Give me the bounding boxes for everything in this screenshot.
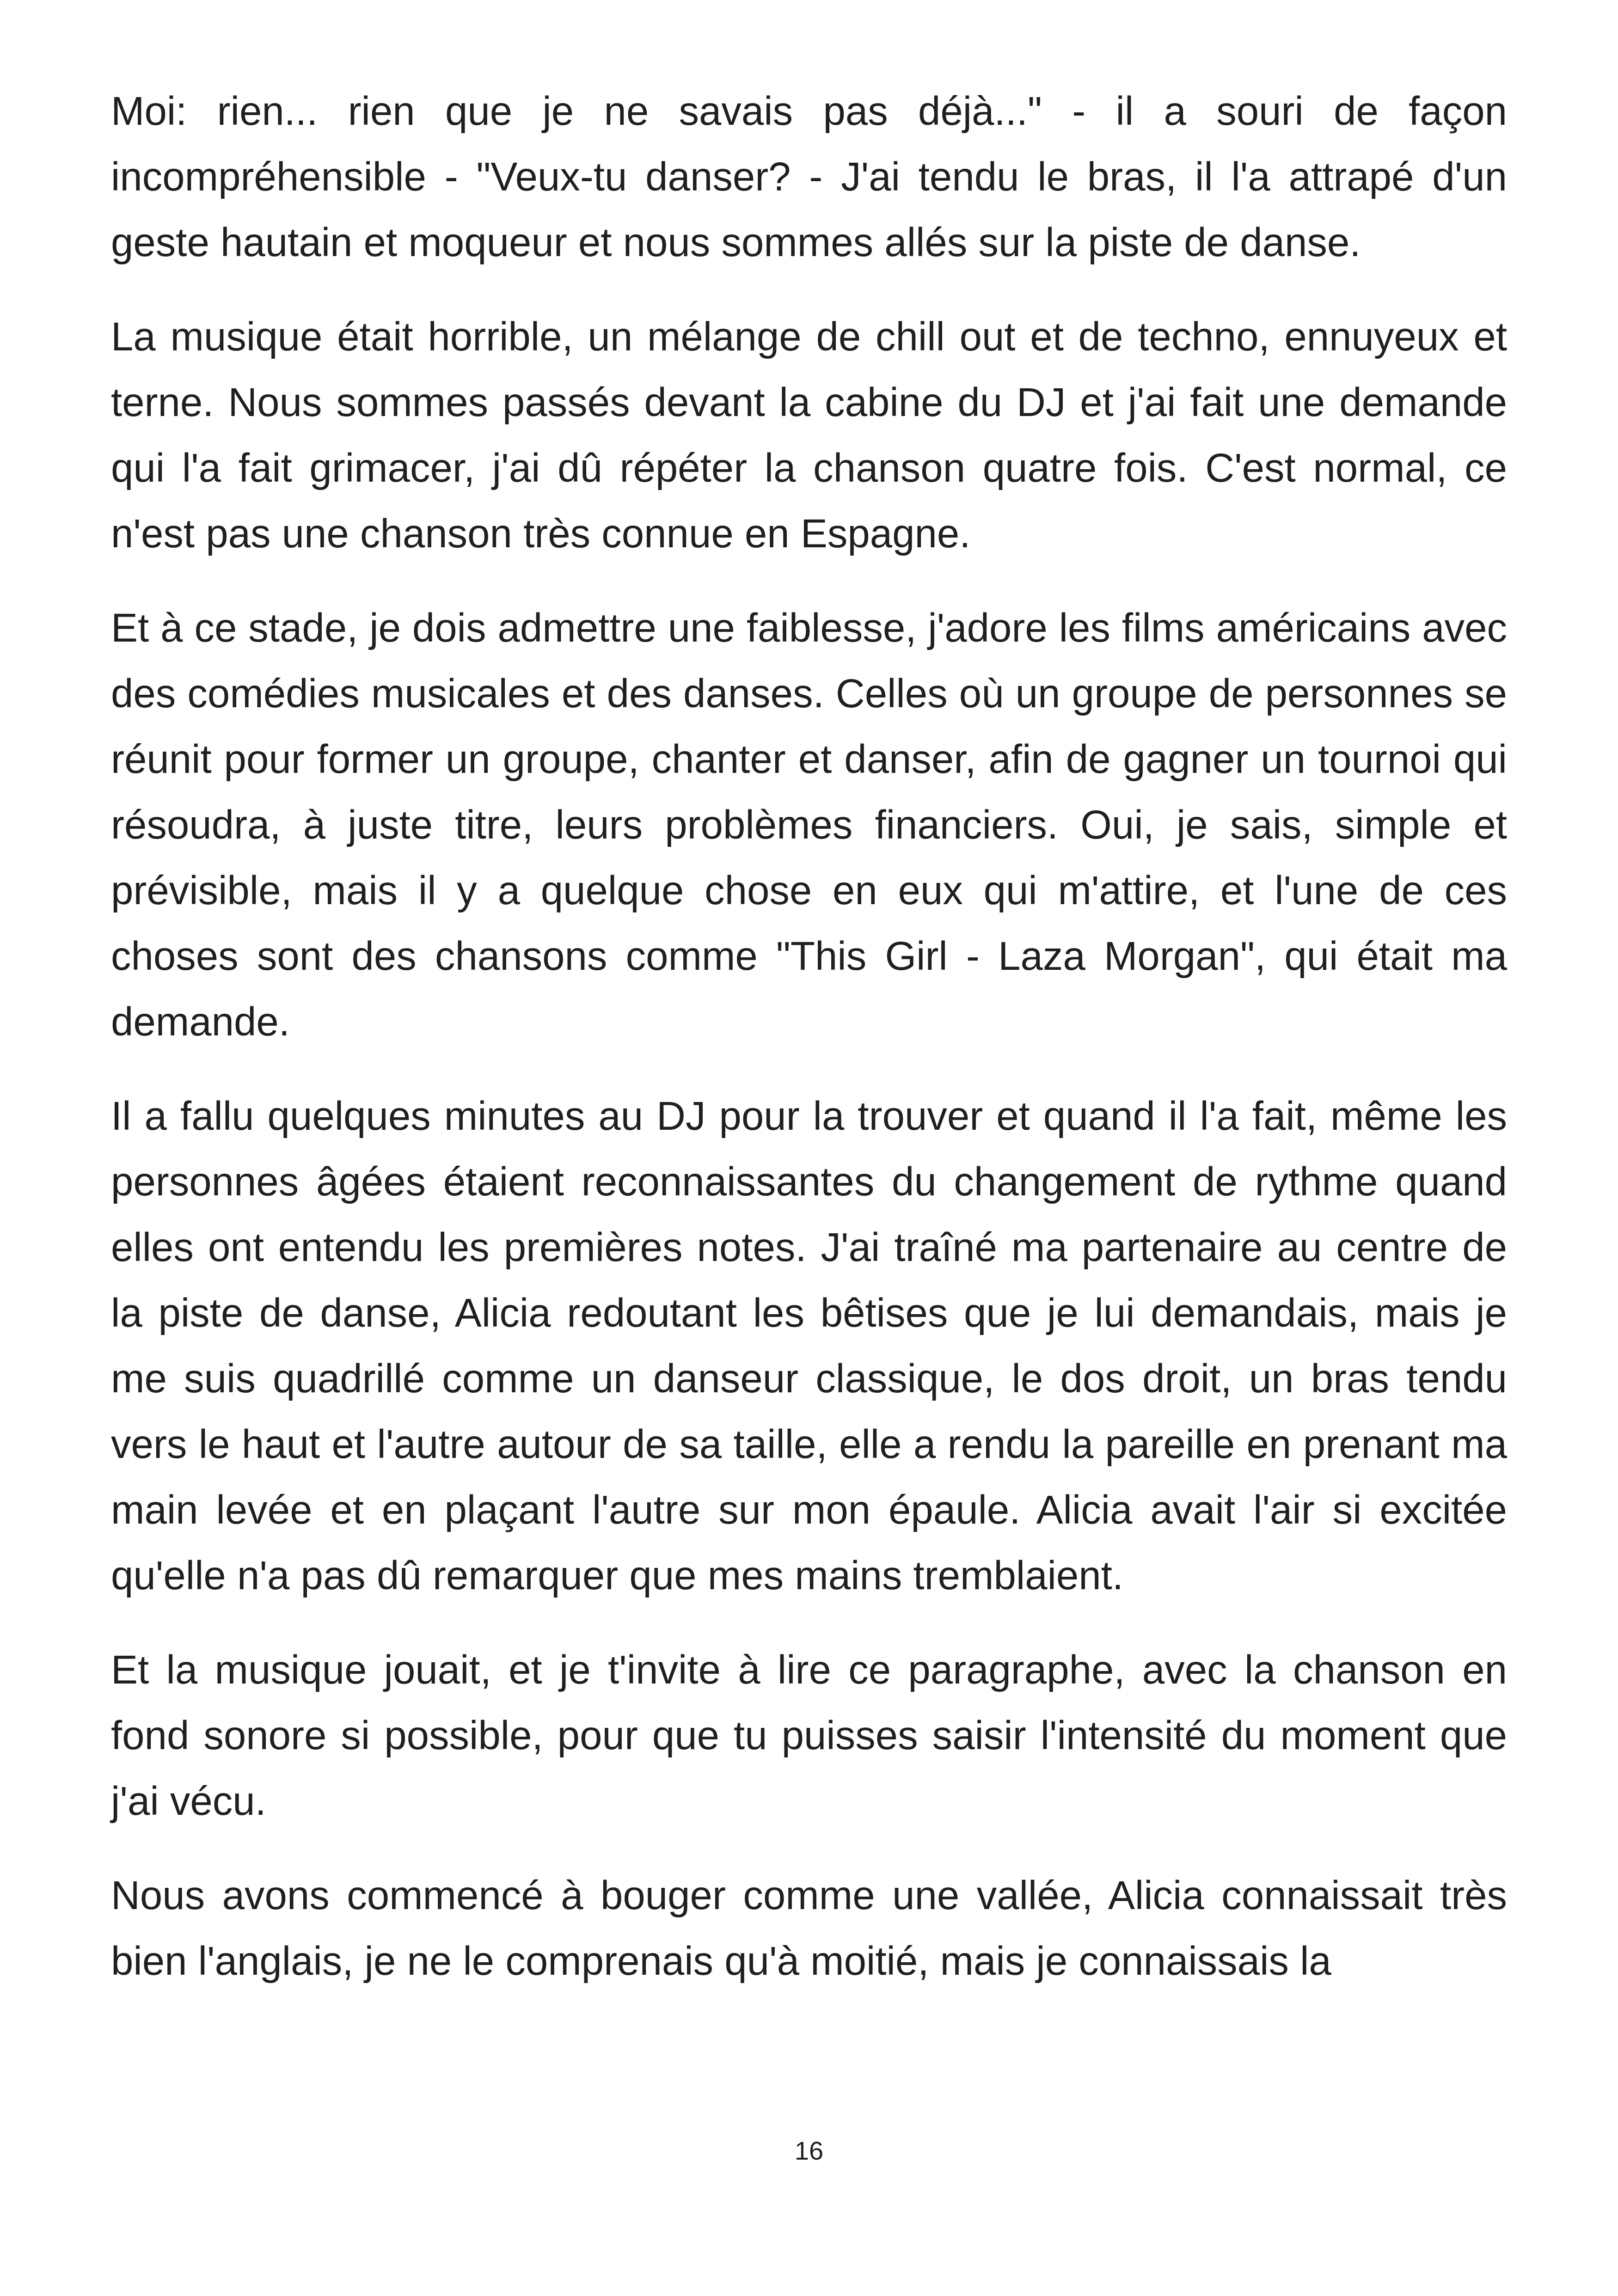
paragraph: La musique était horrible, un mélange de chill out et de techno, ennuyeux et terne. Nous sommes passés devant la cabine du DJ et j'ai fait une demande qui l'a fait grimacer, j'ai dû répéter la chanson quatre fois. C'est normal, ce n'est pas une chanson très connue en Espagne.	[111, 314, 1507, 556]
page-body	[111, 79, 1507, 1994]
paragraph: Il a fallu quelques minutes au DJ pour la trouver et quand il l'a fait, même les personnes âgées étaient reconnaissantes du changement de rythme quand elles ont entendu les premières notes. J'ai traîné ma partenaire au centre de la piste de danse, Alicia redoutant les bêtises que je lui demandais, mais je me suis quadrillé comme un danseur classique, le dos droit, un bras tendu vers le haut et l'autre autour de sa taille, elle a rendu la pareille en prenant ma main levée et en plaçant l'autre sur mon épaule. Alicia avait l'air si excitée qu'elle n'a pas dû remarquer que mes mains tremblaient.	[111, 1094, 1507, 1598]
paragraph: Et la musique jouait, et je t'invite à lire ce paragraphe, avec la chanson en fond sonore si possible, pour que tu puisses saisir l'intensité du moment que j'ai vécu.	[111, 1647, 1507, 1824]
paragraph: Nous avons commencé à bouger comme une vallée, Alicia connaissait très bien l'anglais, je ne le comprenais qu'à moitié, mais je connaissais la	[111, 1873, 1507, 1984]
paragraph: Moi: rien... rien que je ne savais pas déjà..." - il a souri de façon incompréhensible - "Veux-tu danser? - J'ai tendu le bras, il l'a attrapé d'un geste hautain et moqueur et nous sommes allés sur la piste de danse.	[111, 89, 1507, 265]
page-number: 16	[794, 2136, 824, 2165]
paragraph: Et à ce stade, je dois admettre une faiblesse, j'adore les films américains avec des comédies musicales et des danses. Celles où un groupe de personnes se réunit pour former un groupe, chanter et danser, afin de gagner un tournoi qui résoudra, à juste titre, leurs problèmes financiers. Oui, je sais, simple et prévisible, mais il y a quelque chose en eux qui m'attire, et l'une de ces choses sont des chansons comme "This Girl - Laza Morgan", qui était ma demande.	[111, 606, 1507, 1044]
